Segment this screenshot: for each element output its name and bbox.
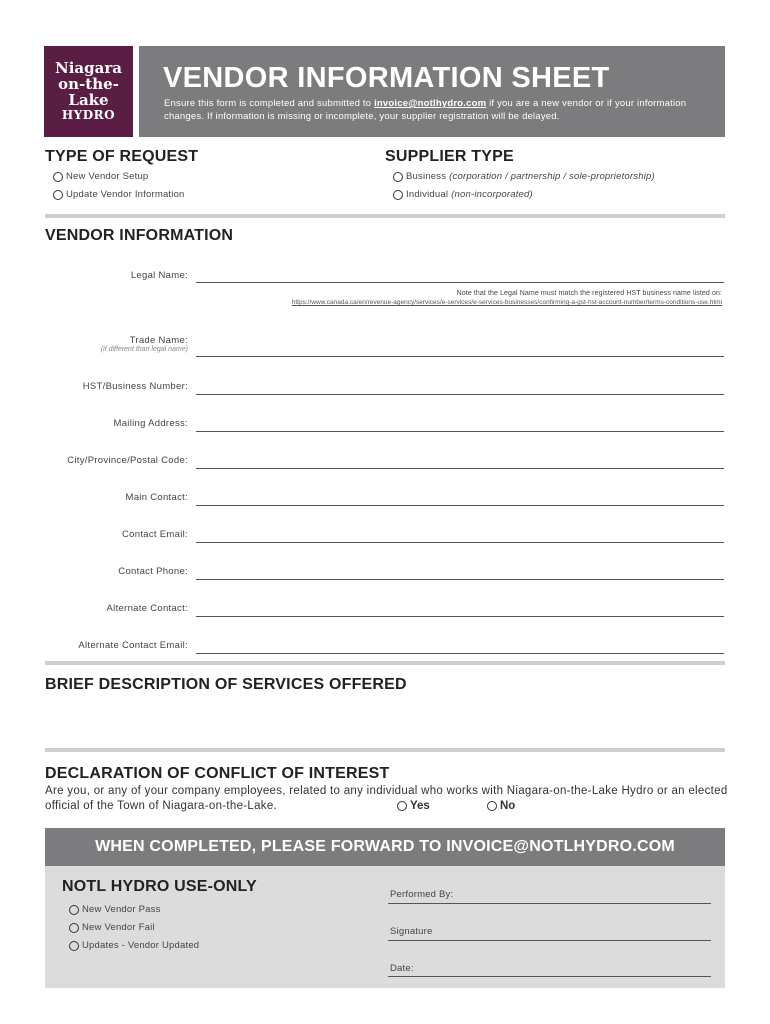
radio-circle-icon[interactable] bbox=[393, 172, 403, 182]
option-label: Update Vendor Information bbox=[66, 189, 185, 200]
header-intro bbox=[164, 97, 714, 123]
declaration-question: Are you, or any of your company employees, related to any individual who works with Niagara-on-the-Lake Hydro or an elected official of the Town of Niagara-on-the-Lake. bbox=[45, 785, 728, 812]
intro-text-before: Ensure this form is completed and submitted to bbox=[164, 98, 375, 109]
logo-line-2: on-the-Lake bbox=[58, 75, 119, 109]
radio-circle-icon[interactable] bbox=[53, 172, 63, 182]
mailing-address-field[interactable] bbox=[196, 431, 724, 432]
company-logo bbox=[44, 46, 133, 137]
alternate-contact-label: Alternate Contact: bbox=[106, 603, 188, 614]
option-label: Business bbox=[406, 171, 447, 182]
trade-name-label: Trade Name: bbox=[129, 335, 188, 346]
legal-name-note: Note that the Legal Name must match the registered HST business name listed on: bbox=[456, 290, 722, 297]
radio-new-vendor-setup[interactable] bbox=[53, 171, 148, 182]
section-divider bbox=[45, 748, 725, 752]
option-label: Yes bbox=[410, 800, 430, 812]
page-title: VENDOR INFORMATION SHEET bbox=[163, 62, 610, 94]
declaration-heading: DECLARATION OF CONFLICT OF INTEREST bbox=[45, 765, 390, 782]
city-province-postal-label: City/Province/Postal Code: bbox=[67, 455, 188, 466]
use-only-section bbox=[45, 866, 725, 988]
option-label: No bbox=[500, 800, 516, 812]
option-label: Updates - Vendor Updated bbox=[82, 940, 200, 951]
legal-name-label: Legal Name: bbox=[130, 270, 188, 281]
performed-by-field[interactable] bbox=[388, 903, 711, 904]
radio-new-vendor-pass[interactable] bbox=[69, 904, 161, 915]
radio-business[interactable] bbox=[393, 171, 655, 182]
intro-text-after: if you are a new vendor or if your information changes. If information is missing or incomplete, your supplier registration will be delayed. bbox=[164, 98, 687, 122]
signature-field[interactable] bbox=[388, 940, 711, 941]
radio-new-vendor-fail[interactable] bbox=[69, 922, 155, 933]
logo-line-3: HYDRO bbox=[61, 108, 116, 122]
type-of-request-heading: TYPE OF REQUEST bbox=[45, 148, 199, 165]
performed-by-label: Performed By: bbox=[390, 889, 454, 900]
option-detail: (non-incorporated) bbox=[451, 189, 533, 200]
alternate-contact-email-field[interactable] bbox=[196, 653, 724, 654]
invoice-email-link[interactable]: invoice@notlhydro.com bbox=[374, 98, 487, 109]
main-contact-label: Main Contact: bbox=[125, 492, 188, 503]
radio-update-vendor-information[interactable] bbox=[53, 189, 185, 200]
option-label: Individual bbox=[406, 189, 449, 200]
services-heading: BRIEF DESCRIPTION OF SERVICES OFFERED bbox=[45, 676, 407, 693]
services-description-field[interactable] bbox=[45, 698, 725, 746]
cra-link[interactable]: https://www.canada.ca/en/revenue-agency/services/e-services/e-services-businesses/confirming-a-gst-hst-account-number/terms-conditions-use.html bbox=[291, 299, 722, 306]
date-label: Date: bbox=[390, 963, 414, 974]
main-contact-field[interactable] bbox=[196, 505, 724, 506]
radio-circle-icon[interactable] bbox=[69, 941, 79, 951]
alternate-contact-field[interactable] bbox=[196, 616, 724, 617]
trade-name-hint: (if different than legal name) bbox=[100, 346, 188, 353]
section-divider bbox=[45, 214, 725, 218]
section-divider bbox=[45, 661, 725, 665]
radio-updates-vendor-updated[interactable] bbox=[69, 940, 199, 951]
contact-phone-field[interactable] bbox=[196, 579, 724, 580]
radio-circle-icon[interactable] bbox=[487, 801, 497, 811]
radio-circle-icon[interactable] bbox=[69, 923, 79, 933]
radio-circle-icon[interactable] bbox=[69, 905, 79, 915]
header-banner bbox=[139, 46, 725, 137]
option-label: New Vendor Setup bbox=[66, 171, 149, 182]
radio-no[interactable] bbox=[487, 800, 515, 812]
forward-banner: WHEN COMPLETED, PLEASE FORWARD TO INVOICE@NOTLHYDRO.COM bbox=[45, 828, 725, 866]
contact-email-label: Contact Email: bbox=[122, 529, 188, 540]
logo-line-1: Niagara bbox=[55, 59, 122, 77]
option-detail: (corporation / partnership / sole-proprietorship) bbox=[449, 171, 655, 182]
radio-circle-icon[interactable] bbox=[397, 801, 407, 811]
radio-individual[interactable] bbox=[393, 189, 533, 200]
radio-circle-icon[interactable] bbox=[393, 190, 403, 200]
radio-circle-icon[interactable] bbox=[53, 190, 63, 200]
radio-yes[interactable] bbox=[397, 800, 430, 812]
use-only-heading: NOTL HYDRO USE-ONLY bbox=[62, 878, 257, 895]
date-field[interactable] bbox=[388, 976, 711, 977]
hst-number-label: HST/Business Number: bbox=[82, 381, 188, 392]
mailing-address-label: Mailing Address: bbox=[113, 418, 188, 429]
signature-label: Signature bbox=[390, 926, 433, 937]
contact-phone-label: Contact Phone: bbox=[118, 566, 188, 577]
hst-number-field[interactable] bbox=[196, 394, 724, 395]
contact-email-field[interactable] bbox=[196, 542, 724, 543]
option-label: New Vendor Fail bbox=[82, 922, 155, 933]
alternate-contact-email-label: Alternate Contact Email: bbox=[78, 640, 188, 651]
city-province-postal-field[interactable] bbox=[196, 468, 724, 469]
legal-name-field[interactable] bbox=[196, 282, 724, 283]
trade-name-field[interactable] bbox=[196, 356, 724, 357]
supplier-type-heading: SUPPLIER TYPE bbox=[385, 148, 514, 165]
vendor-information-heading: VENDOR INFORMATION bbox=[45, 227, 234, 244]
option-label: New Vendor Pass bbox=[82, 904, 161, 915]
